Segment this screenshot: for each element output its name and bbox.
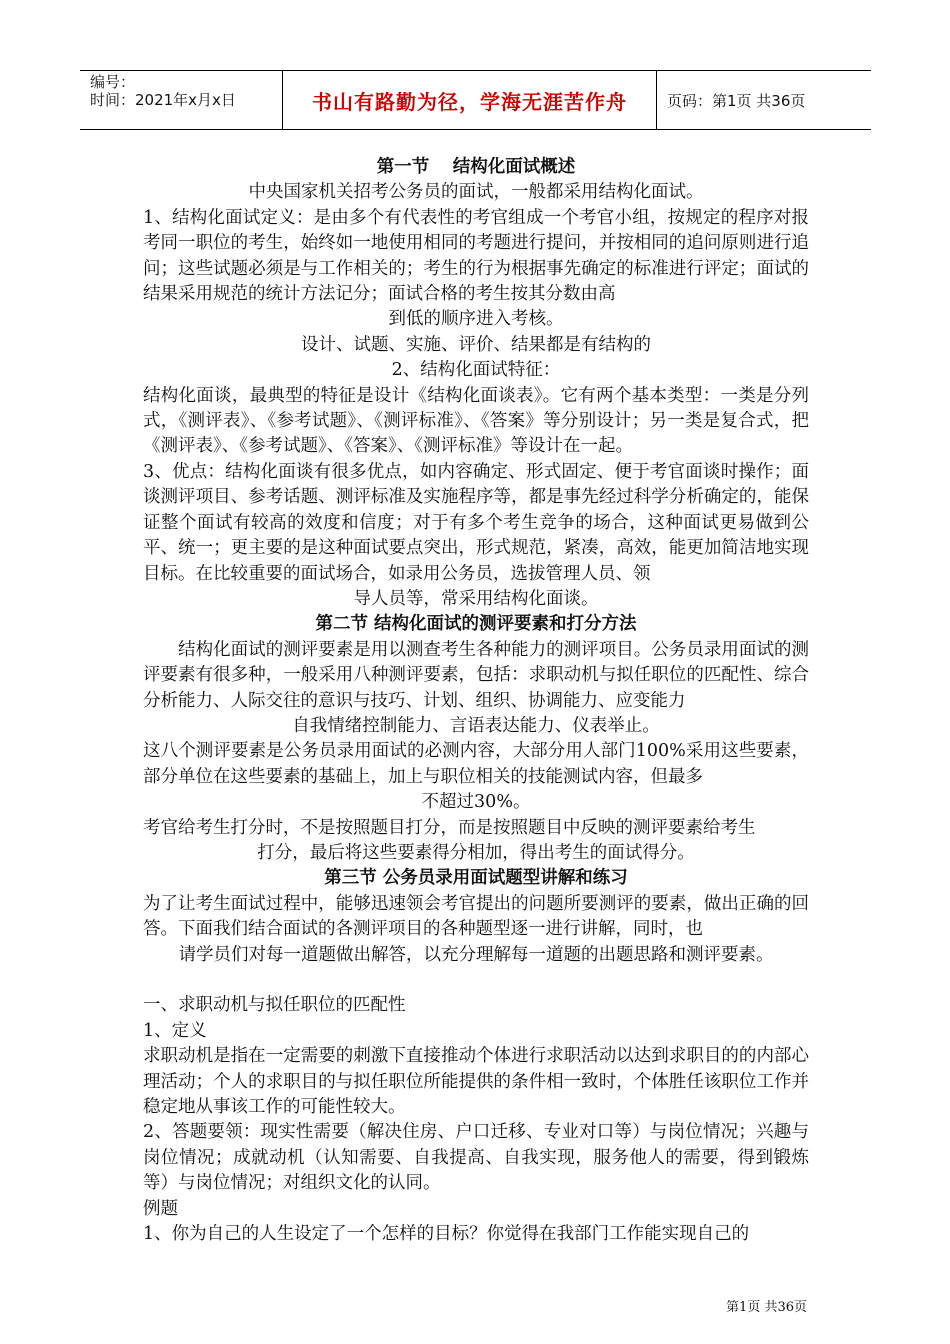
document-body xyxy=(143,155,809,1247)
document-date: 时间：2021年x月x日 xyxy=(90,91,236,109)
paragraph: 1、结构化面试定义：是由多个有代表性的考官组成一个考官小组，按规定的程序对报考同一职位的考生，始终如一地使用相同的考题进行提问，并按相同的追问原则进行追问；这些试题必须是与工作相关的；考生的行为根据事先确定的标准进行评定；面试的结果采用规范的统计方法记分；面试合格的考生按其分数由高 xyxy=(143,207,809,305)
header-meta xyxy=(80,71,283,129)
paragraph: 这八个测评要素是公务员录用面试的必测内容，大部分用人部门100%采用这些要素，部分单位在这些要素的基础上，加上与职位相关的技能测试内容，但最多 xyxy=(143,741,809,787)
section-heading: 第一节 结构化面试概述 xyxy=(376,157,576,177)
paragraph: 导人员等，常采用结构化面谈。 xyxy=(353,588,599,609)
paragraph: 请学员们对每一道题做出解答，以充分理解每一道题的出题思路和测评要素。 xyxy=(178,944,774,965)
page-footer: 第1页 共36页 xyxy=(726,1300,807,1315)
paragraph: 2、结构化面试特征： xyxy=(391,360,561,381)
paragraph: 3、优点：结构化面谈有很多优点，如内容确定、形式固定、便于考官面谈时操作；面谈测评项目、参考话题、测评标准及实施程序等，都是事先经过科学分析确定的，能保证整个面试有较高的效度和信度；对于有多个考生竞争的场合，这种面试更易做到公平、统一；更主要的是这种面试要点突出，形式规范，紧凑，高效，能更加简洁地实现目标。在比较重要的面试场合，如录用公务员，选拔管理人员、领 xyxy=(143,461,809,584)
paragraph: 2、答题要领：现实性需要（解决住房、户口迁移、专业对口等）与岗位情况；兴趣与岗位情况；成就动机（认知需要、自我提高、自我实现，服务他人的需要，得到锻炼等）与岗位情况；对组织文化的认同。 xyxy=(143,1122,809,1194)
paragraph: 结构化面谈，最典型的特征是设计《结构化面谈表》。它有两个基本类型：一类是分列式，《测评表》、《参考试题》、《测评标准》、《答案》等分别设计；另一类是复合式，把《测评表》、《参考试题》、《答案》、《测评标准》等设计在一起。 xyxy=(143,385,809,457)
paragraph: 结构化面试的测评要素是用以测查考生各种能力的测评项目。公务员录用面试的测评要素有很多种，一般采用八种测评要素，包括：求职动机与拟任职位的匹配性、综合分析能力、人际交往的意识与技巧、计划、组织、协调能力、应变能力 xyxy=(143,639,809,711)
header-motto: 书山有路勤为径，学海无涯苦作舟 xyxy=(283,71,657,129)
document-number: 编号： xyxy=(90,73,136,91)
paragraph: 考官给考生打分时，不是按照题目打分，而是按照题目中反映的测评要素给考生 xyxy=(143,817,756,838)
subsection-heading: 一、求职动机与拟任职位的匹配性 xyxy=(143,995,406,1016)
paragraph: 到低的顺序进入考核。 xyxy=(388,309,564,330)
section-heading: 第二节 结构化面试的测评要素和打分方法 xyxy=(315,614,637,635)
paragraph: 自我情绪控制能力、言语表达能力、仪表举止。 xyxy=(292,715,660,736)
paragraph: 为了让考生面试过程中，能够迅速领会考官提出的问题所要测评的要素，做出正确的回答。下面我们结合面试的各测评项目的各种题型逐一进行讲解，同时，也 xyxy=(143,893,809,940)
paragraph: 例题 xyxy=(143,1198,178,1219)
paragraph: 1、你为自己的人生设定了一个怎样的目标？你觉得在我部门工作能实现自己的 xyxy=(143,1224,750,1245)
header-page-number: 页码：第1页 共36页 xyxy=(667,91,806,110)
paragraph: 打分，最后将这些要素得分相加，得出考生的面试得分。 xyxy=(257,842,695,863)
spacer xyxy=(143,968,809,993)
section-heading: 第三节 公务员录用面试题型讲解和练习 xyxy=(324,868,628,889)
paragraph: 不超过30%。 xyxy=(421,792,531,813)
paragraph: 中央国家机关招考公务员的面试，一般都采用结构化面试。 xyxy=(248,182,704,203)
paragraph: 设计、试题、实施、评价、结果都是有结构的 xyxy=(301,334,651,355)
page-header xyxy=(80,70,871,130)
paragraph: 1、定义 xyxy=(143,1020,207,1041)
paragraph: 求职动机是指在一定需要的刺激下直接推动个体进行求职活动以达到求职目的的内部心理活动；个人的求职目的与拟任职位所能提供的条件相一致时，个体胜任该职位工作并稳定地从事该工作的可能性较大。 xyxy=(143,1046,809,1118)
